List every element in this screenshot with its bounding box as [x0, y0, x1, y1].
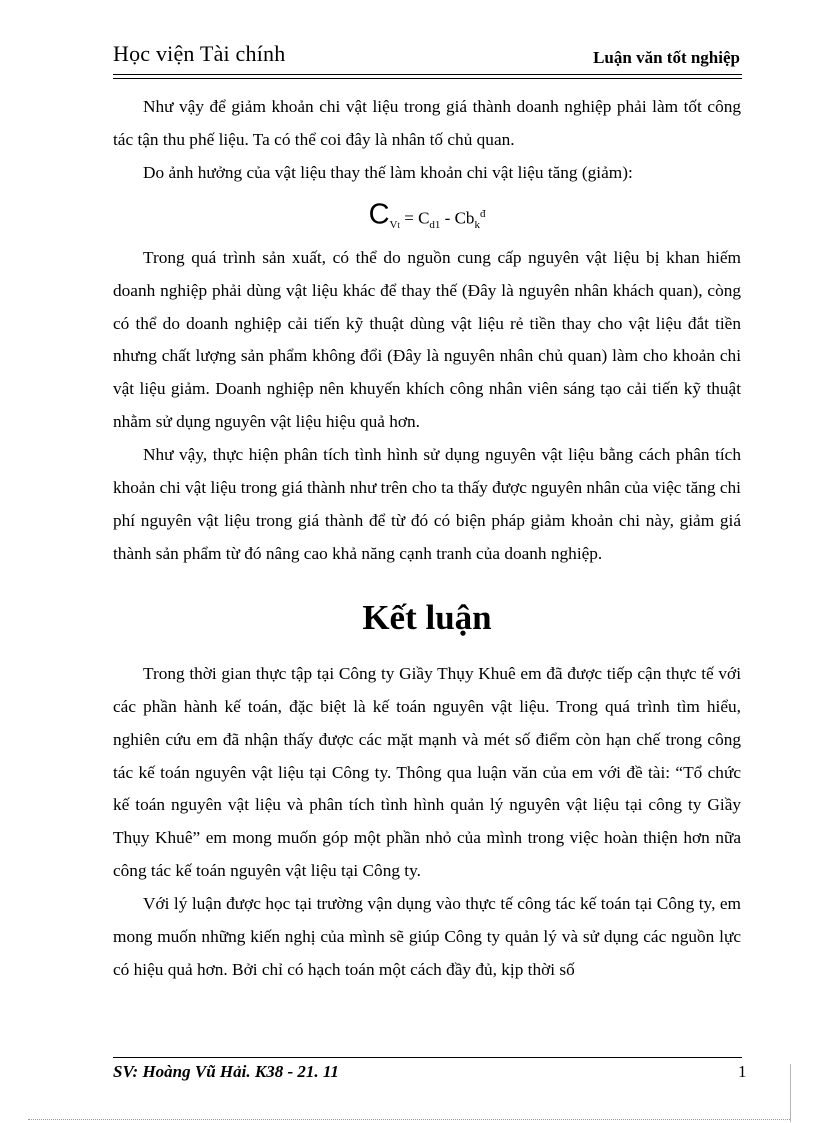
- formula-lhs: C: [368, 198, 390, 231]
- section-title: Kết luận: [362, 597, 492, 637]
- formula-term2-sup: đ: [479, 207, 486, 220]
- header-rule-thin: [113, 78, 742, 79]
- page-number: 1: [738, 1062, 747, 1081]
- header-rule-thick: [113, 74, 742, 75]
- formula-term2-sub: k: [474, 218, 480, 231]
- paragraph: Do ảnh hưởng của vật liệu thay thế làm khoản chi vật liệu tăng (giảm):: [143, 162, 633, 182]
- formula-lhs-sub2: t: [397, 219, 400, 230]
- formula-minus: -: [444, 208, 451, 228]
- header-institution: Học viện Tài chính: [113, 41, 286, 66]
- formula-equals: =: [404, 208, 414, 228]
- body-text: [113, 91, 741, 987]
- paragraph: Với lý luận được học tại trường vận dụng vào thực tế công tác kế toán tại Công ty, em mong muốn những kiến nghị của mình sẽ giúp Công ty quản lý và sử dụng các nguồn lực có hiệu quả hơn. Bởi chỉ có hạch toán một cách đầy đủ, kịp thời số: [113, 894, 741, 979]
- page-edge-line: [790, 1064, 791, 1122]
- header-doc-type: Luận văn tốt nghiệp: [593, 48, 740, 67]
- page-bottom-dotted-border: [28, 1119, 790, 1120]
- footer-author: SV: Hoàng Vũ Hải. K38 - 21. 11: [113, 1062, 339, 1081]
- formula-term2: Cb: [454, 208, 475, 228]
- paragraph: Trong quá trình sản xuất, có thể do nguồn cung cấp nguyên vật liệu bị khan hiếm doanh nghiệp phải dùng vật liệu khác để thay thế (Đây là nguyên nhân khách quan), còng có thể do doanh nghiệp cải tiến kỹ thuật dùng vật liệu rẻ tiền thay cho vật liệu đắt tiền nhưng chất lượng sản phẩm không đổi (Đây là nguyên nhân chủ quan) làm cho khoản chi vật liệu giảm. Doanh nghiệp nên khuyến khích công nhân viên sáng tạo cải tiến kỹ thuật nhằm sử dụng nguyên vật liệu hiệu quả hơn.: [113, 247, 741, 432]
- formula-term1: C: [418, 208, 430, 228]
- paragraph: Như vậy, thực hiện phân tích tình hình sử dụng nguyên vật liệu bằng cách phân tích khoản chi vật liệu trong giá thành như trên cho ta thấy được nguyên nhân của việc tăng chi phí nguyên vật liệu trong giá thành để từ đó có biện pháp giảm khoản chi này, giảm giá thành sản phẩm từ đó nâng cao khả năng cạnh tranh của doanh nghiệp.: [113, 445, 741, 563]
- footer-rule: [113, 1057, 742, 1058]
- formula-lhs-sub: V: [389, 218, 398, 231]
- formula: [113, 190, 741, 242]
- paragraph: Trong thời gian thực tập tại Công ty Giầy Thụy Khuê em đã được tiếp cận thực tế với các phần hành kế toán, đặc biệt là kế toán nguyên vật liệu. Trong quá trình tìm hiểu, nghiên cứu em đã nhận thấy được các mặt mạnh và mét số điểm còn hạn chế trong công tác kế toán nguyên vật liệu tại Công ty. Thông qua luận văn của em với đề tài: “Tổ chức kế toán nguyên vật liệu và phân tích tình hình quản lý nguyên vật liệu tại công ty Giầy Thụy Khuê” em mong muốn góp một phần nhỏ của mình trong việc hoàn thiện hơn nữa công tác kế toán nguyên vật liệu tại Công ty.: [113, 663, 741, 881]
- formula-term1-sub: d1: [429, 218, 441, 231]
- paragraph: Như vậy để giảm khoản chi vật liệu trong giá thành doanh nghiệp phải làm tốt công tác tận thu phế liệu. Ta có thể coi đây là nhân tố chủ quan.: [113, 97, 741, 149]
